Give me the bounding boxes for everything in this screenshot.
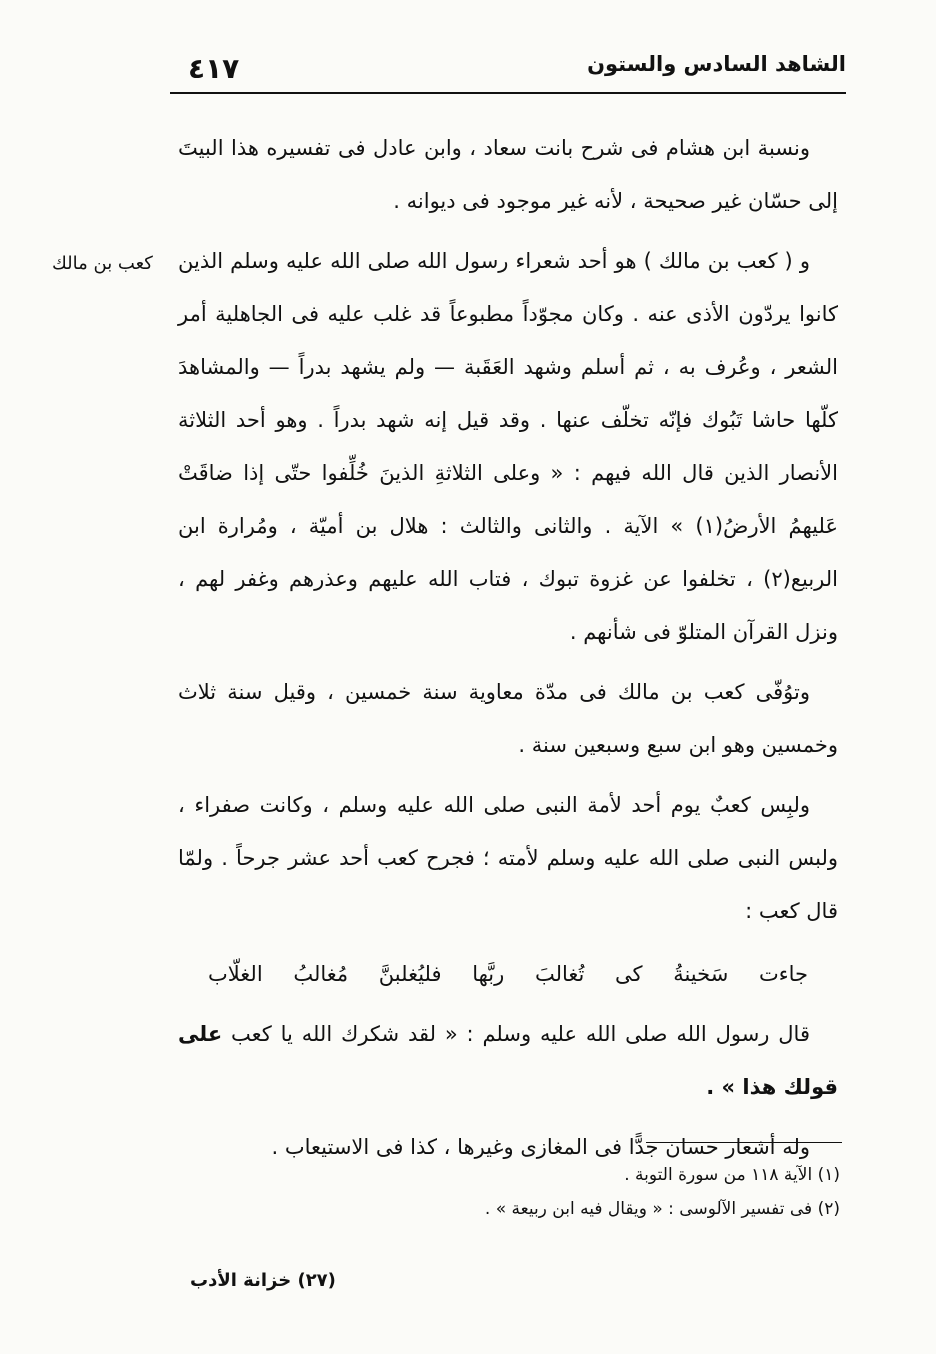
running-title: الشاهد السادس والستون xyxy=(587,52,846,76)
page-number: ٤١٧ xyxy=(188,52,240,85)
paragraph-attribution: ونسبة ابن هشام فى شرح بانت سعاد ، وابن عادل فى تفسيره هذا البيتَ إلى حسّان غير صحيحة ، لأنه غير موجود فى ديوانه . xyxy=(178,136,838,213)
footnote-1: (١) الآية ١١٨ من سورة التوبة . xyxy=(624,1165,840,1185)
printer-signature: (٢٧) خزانة الأدب xyxy=(190,1270,336,1291)
footnote-rule xyxy=(646,1142,842,1143)
prophet-saying-main: قال رسول الله صلى الله عليه وسلم : « لقد شكرك الله يا كعب xyxy=(231,1022,810,1046)
main-text xyxy=(178,122,838,1181)
paragraph-closing: وله أشعار حسان جدًّا فى المغازى وغيرها ، كذا فى الاستيعاب . xyxy=(271,1135,810,1159)
paragraph-death: وتوُفّى كعب بن مالك فى مدّة معاوية سنة خمسين ، وقيل سنة ثلاث وخمسين وهو ابن سبع وسبعين سنة . xyxy=(178,680,838,757)
paragraph-kaab-biography: و ( كعب بن مالك ) هو أحد شعراء رسول الله صلى الله عليه وسلم الذين كانوا يردّون الأذى عنه . وكان مجوّداً مطبوعاً قد غلب عليه فى الجاهلية أمر الشعر ، وعُرف به ، ثم أسلم وشهد العَقَبة — ولم يشهد بدراً — والمشاهدَ كلّها حاشا تَبُوك فإنّه تخلّف عنها . وقد قيل إنه شهد بدراً . وهو أحد الثلاثة الأنصار الذين قال الله فيهم : « وعلى الثلاثةِ الذينَ خُلِّفوا حتّى إذا ضاقَتْ عَليهمُ الأرضُ(١) » الآية . والثانى والثالث : هلال بن أميّة ، ومُرارة ابن الربيع(٢) ، تخلفوا عن غزوة تبوك ، فتاب الله عليهم وعذرهم وغفر لهم ، ونزل القرآن المتلوّ فى شأنهم . xyxy=(178,249,838,644)
header-rule xyxy=(170,92,846,94)
poetry-verse: جاءت سَخينةُ كى تُغالبَ ربَّها فليُغلبنَّ مُغالبُ الغلّاب xyxy=(208,962,808,986)
paragraph-armor: ولبِس كعبٌ يوم أحد لأمة النبى صلى الله عليه وسلم ، وكانت صفراء ، ولبس النبى صلى الله عليه وسلم لأمته ؛ فجرح كعب أحد عشر جرحاً . ولمّا قال كعب : xyxy=(178,793,838,923)
paragraph-prophet-saying xyxy=(178,1008,838,1114)
footnote-2: (٢) فى تفسير الآلوسى : « ويقال فيه ابن ربيعة » . xyxy=(484,1199,840,1219)
footnotes xyxy=(360,1158,840,1226)
margin-note: كعب بن مالك xyxy=(52,253,153,274)
prophet-saying-tail: على قولك هذا » . xyxy=(178,1022,838,1099)
page-header xyxy=(170,44,846,94)
